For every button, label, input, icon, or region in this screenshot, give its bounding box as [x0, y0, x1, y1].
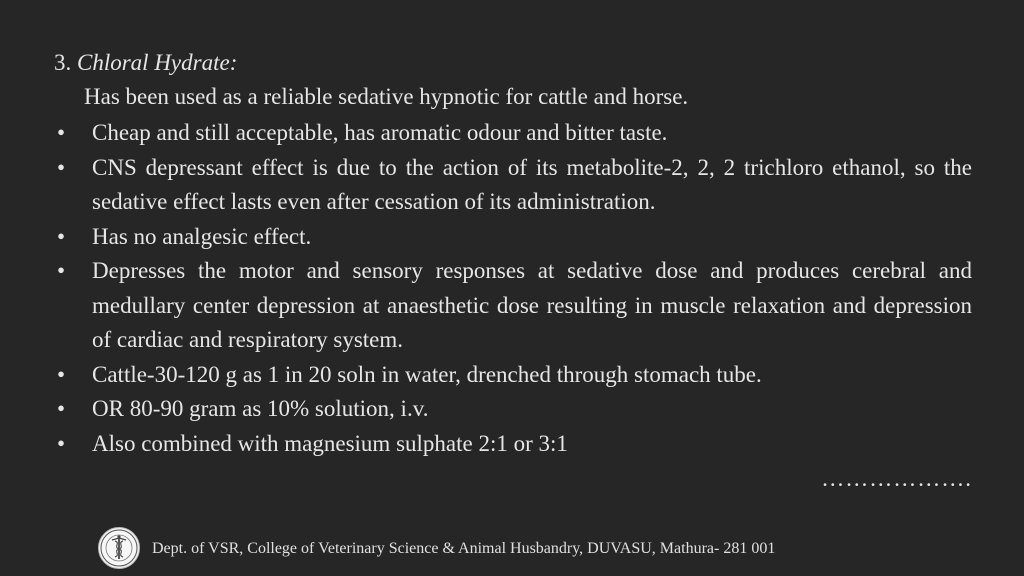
bullet-text: Cattle-30-120 g as 1 in 20 soln in water, drenched through stomach tube.: [92, 361, 762, 387]
bullet-item: [54, 151, 972, 220]
bullet-list: [54, 116, 972, 461]
bullet-text: OR 80-90 gram as 10% solution, i.v.: [92, 396, 429, 421]
bullet-item: [54, 220, 972, 255]
bullet-text: Also combined with magnesium sulphate 2:1 or 3:1: [92, 430, 568, 456]
section-heading: [54, 48, 237, 78]
seal-graphic: [99, 528, 139, 568]
bullet-icon: •: [56, 154, 66, 180]
bullet-icon: •: [56, 120, 66, 145]
bullet-text: CNS depressant effect is due to the action of its metabolite-2, 2, 2 trichloro ethanol, so the sedative effect lasts even after cessation of its administration.: [92, 154, 972, 214]
bullet-icon: •: [56, 361, 66, 387]
section-title: Chloral Hydrate:: [77, 50, 238, 75]
bullet-item: [54, 254, 972, 358]
bullet-icon: •: [56, 223, 66, 249]
footer-department-text: Dept. of VSR, College of Veterinary Science & Animal Husbandry, DUVASU, Mathura- 281 001: [152, 540, 776, 557]
bullet-item: [54, 116, 972, 151]
section-number: 3.: [54, 50, 72, 75]
bullet-text: Has no analgesic effect.: [92, 223, 312, 249]
bullet-text: Depresses the motor and sensory responses at sedative dose and produces cerebral and medullary center depression at anaesthetic dose resulting in muscle relaxation and depression of cardiac and respiratory system.: [92, 258, 972, 352]
intro-text: Has been used as a reliable sedative hypnotic for cattle and horse.: [84, 84, 689, 109]
university-seal-icon: [98, 527, 140, 569]
continuation-ellipsis: ……………….: [821, 466, 972, 491]
bullet-icon: •: [56, 258, 66, 283]
bullet-icon: •: [56, 396, 66, 421]
bullet-item: [54, 358, 972, 393]
bullet-item: [54, 427, 972, 462]
bullet-item: [54, 392, 972, 427]
bullet-text: Cheap and still acceptable, has aromatic odour and bitter taste.: [92, 120, 668, 145]
bullet-icon: •: [56, 430, 66, 456]
